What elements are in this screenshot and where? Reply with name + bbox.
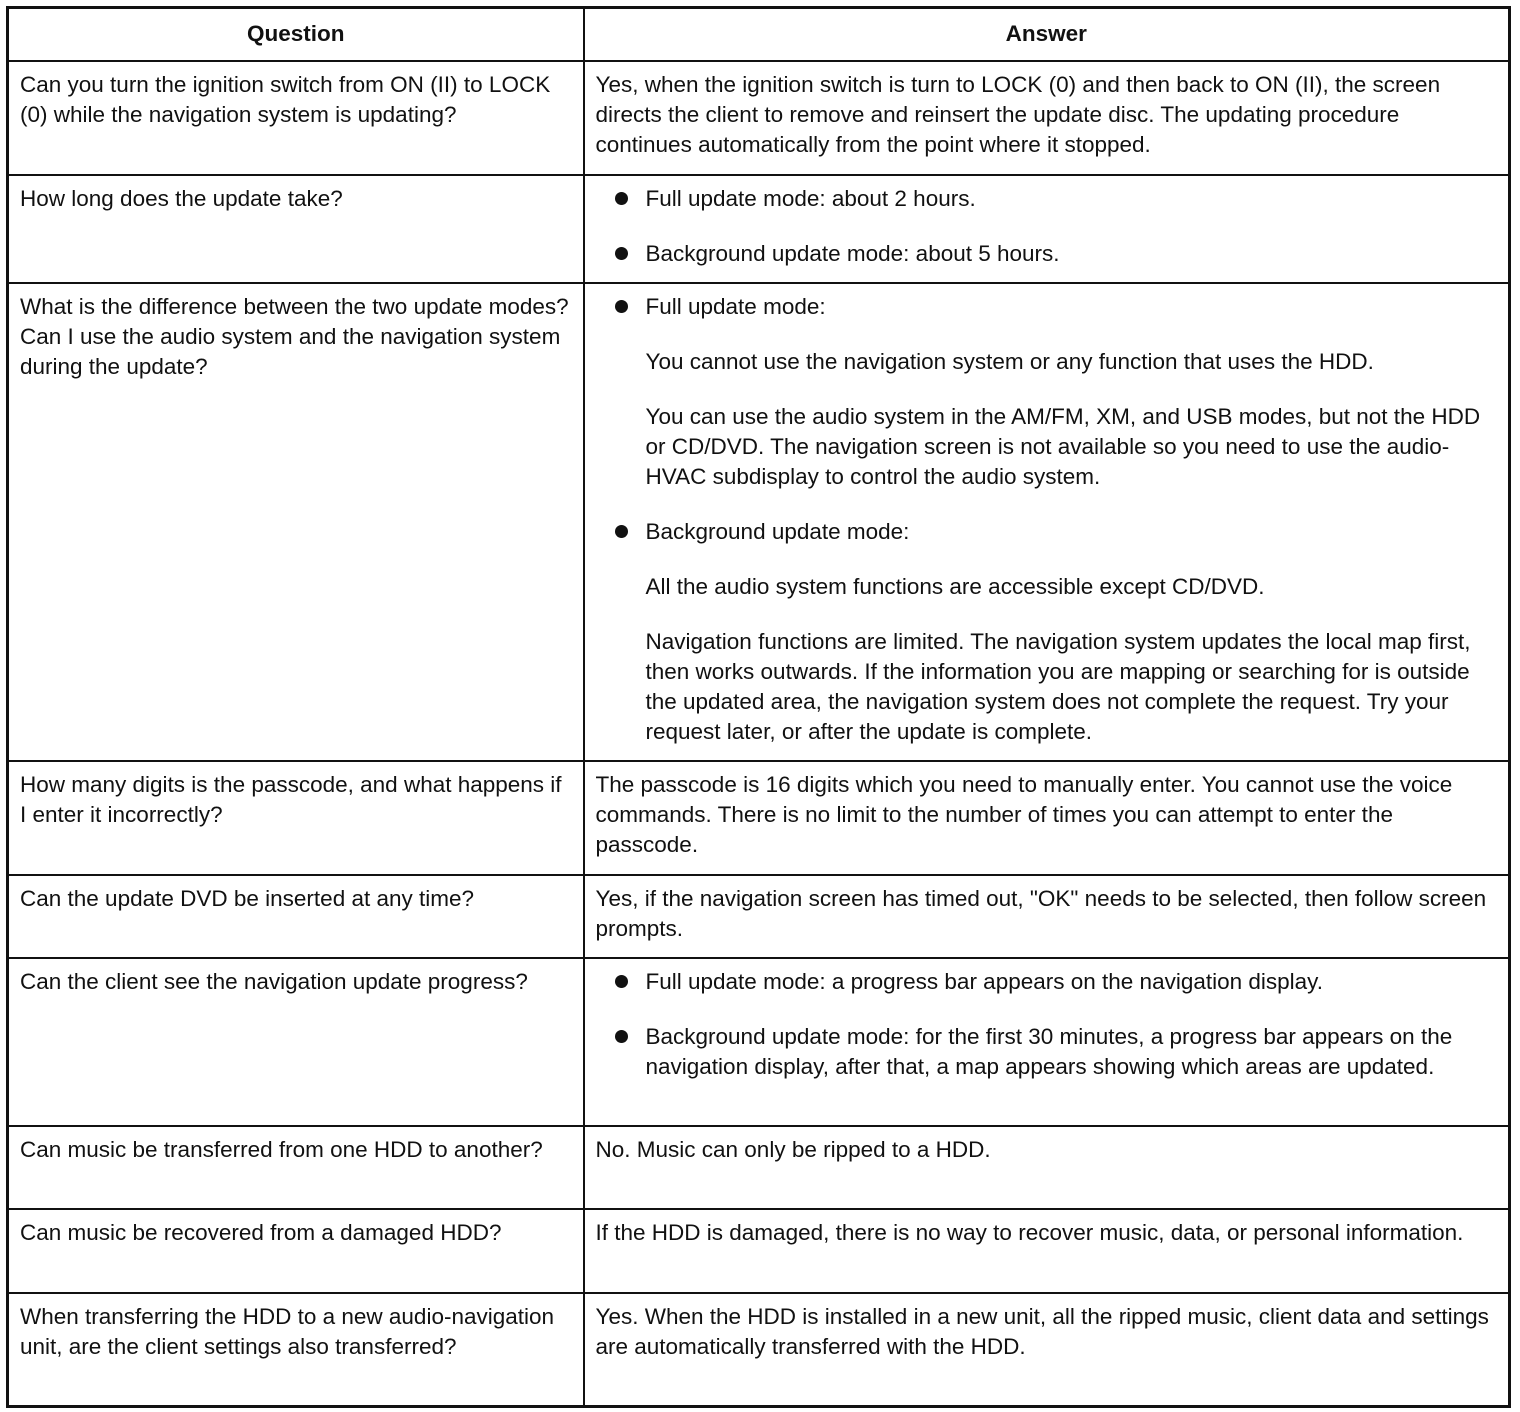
question-column-header: Question [8, 8, 584, 61]
question-cell: How long does the update take? [8, 175, 584, 283]
bullet-text: Background update mode: about 5 hours. [645, 240, 1060, 266]
bullet-icon [615, 300, 628, 313]
table-row [8, 761, 1510, 875]
answer-cell: If the HDD is damaged, there is no way to recover music, data, or personal information. [584, 1209, 1510, 1293]
bullet-text: Full update mode: [645, 293, 826, 319]
table-row [8, 958, 1510, 1126]
table-row [8, 61, 1510, 175]
answer-cell: Yes, if the navigation screen has timed out, "OK" needs to be selected, then follow screen prompts. [584, 875, 1510, 958]
question-cell: Can music be transferred from one HDD to another? [8, 1126, 584, 1209]
bullet-icon [615, 192, 628, 205]
answer-cell: No. Music can only be ripped to a HDD. [584, 1126, 1510, 1209]
answer-cell [584, 958, 1510, 1126]
answer-bullet-list [596, 184, 1501, 269]
list-item [596, 967, 1501, 997]
sub-paragraph: All the audio system functions are accessible except CD/DVD. [645, 573, 1265, 599]
answer-bullet-list [596, 967, 1501, 1082]
answer-cell: Yes, when the ignition switch is turn to LOCK (0) and then back to ON (II), the screen directs the client to remove and reinsert the update disc. The updating procedure continues automatically from the point where it stopped. [584, 61, 1510, 175]
bullet-text: Full update mode: a progress bar appears on the navigation display. [645, 968, 1324, 994]
answer-cell: Yes. When the HDD is installed in a new unit, all the ripped music, client data and settings are automatically transferred with the HDD. [584, 1293, 1510, 1407]
list-item [596, 239, 1501, 269]
table-row [8, 875, 1510, 958]
answer-bullet-list [596, 292, 1501, 747]
table-row [8, 1209, 1510, 1293]
table-row [8, 1126, 1510, 1209]
list-item [596, 517, 1501, 747]
bullet-text: Background update mode: [645, 518, 910, 544]
bullet-icon [615, 247, 628, 260]
bullet-icon [615, 1030, 628, 1043]
bullet-text: Background update mode: for the first 30 minutes, a progress bar appears on the navigation display, after that, a map appears showing which areas are updated. [645, 1023, 1453, 1079]
list-item [596, 184, 1501, 214]
question-cell: Can the client see the navigation update progress? [8, 958, 584, 1126]
answer-cell [584, 283, 1510, 761]
list-item [596, 1022, 1501, 1082]
list-item [596, 292, 1501, 492]
table-row [8, 175, 1510, 283]
sub-paragraph: You cannot use the navigation system or any function that uses the HDD. [645, 348, 1374, 374]
answer-cell [584, 175, 1510, 283]
bullet-text: Full update mode: about 2 hours. [645, 185, 976, 211]
sub-paragraph: You can use the audio system in the AM/FM, XM, and USB modes, but not the HDD or CD/DVD. The navigation screen is not available so you need to use the audio-HVAC subdisplay to control the audio system. [645, 403, 1481, 489]
question-cell: What is the difference between the two update modes? Can I use the audio system and the navigation system during the update? [8, 283, 584, 761]
bullet-icon [615, 525, 628, 538]
question-cell: Can you turn the ignition switch from ON (II) to LOCK (0) while the navigation system is updating? [8, 61, 584, 175]
question-cell: Can the update DVD be inserted at any time? [8, 875, 584, 958]
table-header-row [8, 8, 1510, 61]
question-cell: When transferring the HDD to a new audio-navigation unit, are the client settings also transferred? [8, 1293, 584, 1407]
table-row [8, 1293, 1510, 1407]
table-row [8, 283, 1510, 761]
answer-column-header: Answer [584, 8, 1510, 61]
sub-paragraph: Navigation functions are limited. The navigation system updates the local map first, then works outwards. If the information you are mapping or searching for is outside the updated area, the navigation system does not complete the request. Try your request later, or after the update is complete. [645, 628, 1471, 744]
bullet-icon [615, 975, 628, 988]
question-cell: Can music be recovered from a damaged HDD? [8, 1209, 584, 1293]
faq-table [6, 6, 1511, 1408]
question-cell: How many digits is the passcode, and what happens if I enter it incorrectly? [8, 761, 584, 875]
answer-cell: The passcode is 16 digits which you need to manually enter. You cannot use the voice commands. There is no limit to the number of times you can attempt to enter the passcode. [584, 761, 1510, 875]
